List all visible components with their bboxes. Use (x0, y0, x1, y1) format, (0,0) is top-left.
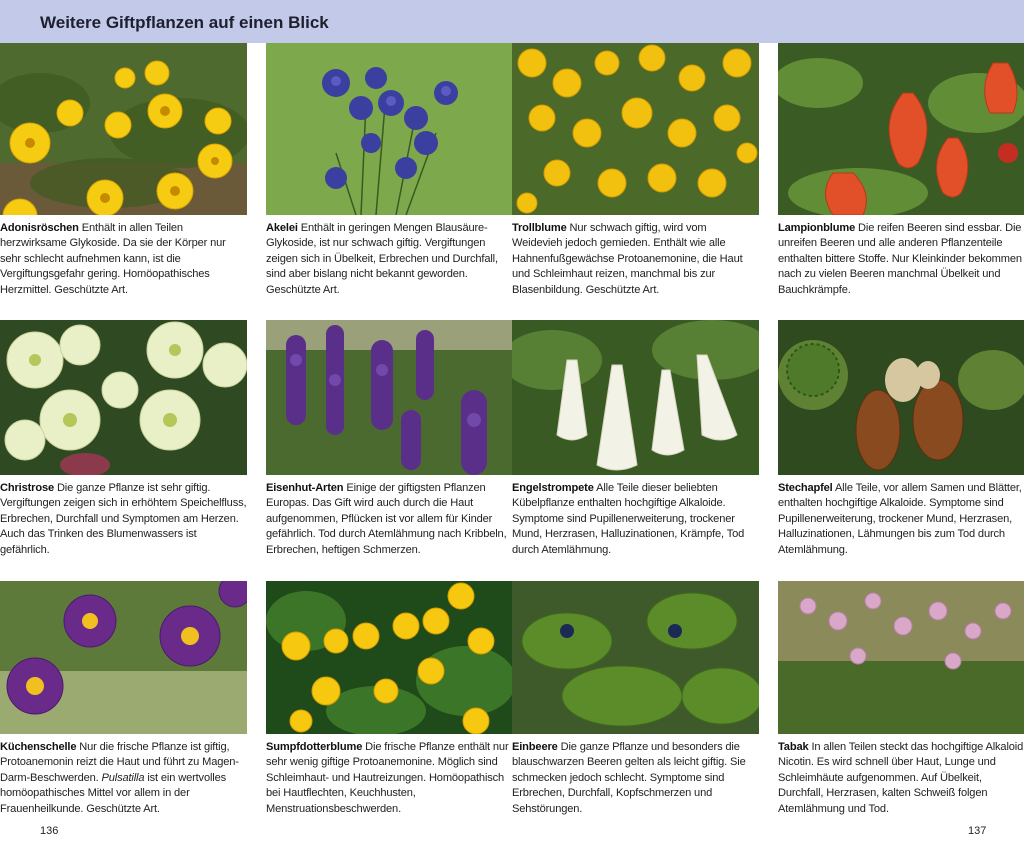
caption-einbeere (512, 740, 759, 817)
photo-lampionblume (778, 43, 1024, 215)
plant-description: Die ganze Pflanze ist sehr giftig. Vergiftungen zeigen sich in erhöhtem Speichelfluss, Erbrechen, Durchfall und Symptomen am Herzen. Auch das Trinken des Blumenwassers ist gefährlich. (0, 482, 247, 556)
photo-sumpfdotterblume (266, 581, 514, 734)
photo-engelstrompete (512, 320, 759, 475)
plant-description: Einige der giftigsten Pflanzen Europas. Das Gift wird auch durch die Haut aufgenommen, Pflücken ist vor allem für Kinder gefährlich. Tod durch Atemlähmung nach Kribbeln, Erbrechen, heftigen Schmerzen. (266, 482, 507, 556)
plant-card-trollblume (512, 43, 759, 298)
caption-lampionblume (778, 221, 1024, 298)
plant-latin-name: Pulsatilla (101, 771, 145, 784)
caption-tabak (778, 740, 1024, 817)
plant-name: Eisenhut-Arten (266, 482, 344, 494)
photo-kuechenschelle (0, 581, 247, 734)
plant-name: Sumpfdotterblume (266, 741, 363, 753)
photo-trollblume (512, 43, 759, 215)
plant-description: Alle Teile dieser beliebten Kübelpflanze enthalten hochgiftige Alkaloide. Symptome sind Pupillenerweiterung, trockener Mund, Herzrasen, Halluzinationen, Krämpfe, Tod durch Atemlähmung. (512, 482, 745, 556)
caption-adonisroeschen (0, 221, 247, 298)
plant-name: Trollblume (512, 222, 567, 234)
photo-eisenhut (266, 320, 514, 475)
photo-adonisroeschen (0, 43, 247, 215)
caption-trollblume (512, 221, 759, 298)
plant-card-stechapfel (778, 320, 1024, 558)
page-number-right: 137 (968, 825, 987, 837)
page-number-left: 136 (40, 825, 59, 837)
plant-card-engelstrompete (512, 320, 759, 558)
plant-description: Die frische Pflanze enthält nur sehr wenig giftige Protoanemonine. Möglich sind Schleimhaut- und Hautreizungen. Homöopathisch bei Hautflechten, Keuchhusten, Menstruationsbeschwerden. (266, 741, 509, 815)
plant-name: Adonisröschen (0, 222, 79, 234)
caption-sumpfdotterblume (266, 740, 514, 817)
plant-card-adonisroeschen (0, 43, 247, 298)
plant-description-b: ist ein wertvolles homöopathisches Mittel vor allem in der Frauenheilkunde. Geschützte Art. (0, 771, 227, 815)
photo-stechapfel (778, 320, 1024, 475)
plant-description: Enthält in allen Teilen herzwirksame Glykoside. Da sie der Körper nur sehr schlecht aufnehmen kann, ist die Vergiftungsgefahr gering. Homöopathisches Herzmittel. Geschützte Art. (0, 222, 226, 296)
plant-name: Einbeere (512, 741, 558, 753)
caption-eisenhut (266, 481, 514, 558)
plant-description: Die reifen Beeren sind essbar. Die unreifen Beeren und alle anderen Pflanzenteile enthalten bittere Stoffe. Nur Kleinkinder bekommen nach zu vielen Beeren manchmal Übelkeit und Bauchkrämpfe. (778, 222, 1022, 296)
plant-card-akelei (266, 43, 514, 298)
plant-name: Stechapfel (778, 482, 833, 494)
photo-einbeere (512, 581, 759, 734)
plant-name: Akelei (266, 222, 298, 234)
plant-card-tabak (778, 581, 1024, 817)
plant-description: Die ganze Pflanze und besonders die blauschwarzen Beeren gelten als leicht giftig. Sie schmecken jedoch schlecht. Symptome sind Erbrechen, Durchfall, Kopfschmerzen und Sehstörungen. (512, 741, 746, 815)
plant-description: Nur schwach giftig, wird vom Weidevieh jedoch gemieden. Enthält wie alle Hahnenfußgewächse Protoanemonine, die Haut und Schleimhaut reizen, manchmal bis zur Blasenbildung. Geschützte Art. (512, 222, 743, 296)
photo-christrose (0, 320, 247, 475)
plant-name: Christrose (0, 482, 54, 494)
caption-akelei (266, 221, 514, 298)
plant-card-sumpfdotterblume (266, 581, 514, 817)
plant-card-kuechenschelle (0, 581, 247, 817)
plant-name: Engelstrompete (512, 482, 594, 494)
plant-description: Alle Teile, vor allem Samen und Blätter, enthalten hochgiftige Alkaloide. Symptome sind Pupillenerweiterung, trockener Mund, Herzrasen, Halluzinationen, Lähmungen bis zum Tod durch Atemlähmung. (778, 482, 1022, 556)
photo-tabak (778, 581, 1024, 734)
plant-card-lampionblume (778, 43, 1024, 298)
page-title: Weitere Giftpflanzen auf einen Blick (40, 13, 329, 32)
photo-akelei (266, 43, 514, 215)
plant-name: Küchenschelle (0, 741, 77, 753)
plant-description: Enthält in geringen Mengen Blausäure-Glykoside, ist nur schwach giftig. Vergiftungen zeigen sich in Übelkeit, Erbrechen und Durchfall, sind aber bislang nicht bekannt geworden. Geschützte Art. (266, 222, 498, 296)
plant-card-christrose (0, 320, 247, 558)
caption-engelstrompete (512, 481, 759, 558)
plant-description: In allen Teilen steckt das hochgiftige Alkaloid Nicotin. Es wird schnell über Haut, Lunge und Schleimhäute aufgenommen. Auf Übelkeit, Durchfall, Herzrasen, kalten Schweiß folgen Atemlähmung und Tod. (778, 741, 1024, 815)
caption-kuechenschelle (0, 740, 247, 817)
plant-description-a: Nur die frische Pflanze ist giftig, Protoanemonin reizt die Haut und führt zu Magen-Darm-Beschwerden. (0, 741, 239, 784)
plant-name: Lampionblume (778, 222, 856, 234)
caption-christrose (0, 481, 247, 558)
page-header (0, 0, 1024, 43)
plant-card-eisenhut (266, 320, 514, 558)
plant-card-einbeere (512, 581, 759, 817)
caption-stechapfel (778, 481, 1024, 558)
plant-name: Tabak (778, 741, 809, 753)
